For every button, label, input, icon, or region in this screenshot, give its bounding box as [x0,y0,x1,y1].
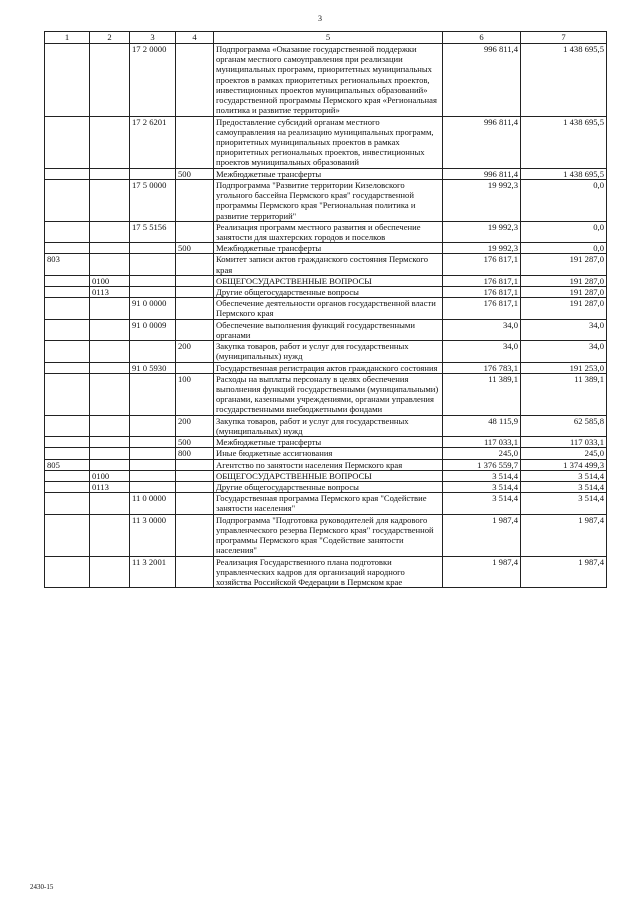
cell-value-year-2: 1 374 499,3 [521,459,607,470]
cell-description: Реализация Государственного плана подготовки управленческих кадров для организаций народного хозяйства Российской Федерации в Пермском крае [214,556,443,588]
cell-value-year-1: 48 115,9 [443,415,521,436]
cell-expense-type [176,493,214,514]
cell-expense-type [176,275,214,286]
cell-value-year-2: 191 287,0 [521,275,607,286]
cell-value-year-1: 19 992,3 [443,221,521,242]
cell-target [130,287,176,298]
cell-ministry [45,437,90,448]
cell-ministry [45,362,90,373]
table-row [45,514,607,556]
cell-ministry [45,44,90,117]
cell-target: 17 2 6201 [130,116,176,168]
cell-target [130,373,176,415]
cell-section [90,243,130,254]
budget-table [44,31,607,588]
cell-description: Другие общегосударственные вопросы [214,287,443,298]
cell-section [90,448,130,459]
cell-ministry [45,116,90,168]
table-row [45,481,607,492]
cell-value-year-1: 176 817,1 [443,298,521,319]
cell-expense-type [176,254,214,275]
cell-description: Государственная регистрация актов гражданского состояния [214,362,443,373]
cell-ministry [45,221,90,242]
cell-target [130,437,176,448]
page-number: 3 [318,14,322,23]
cell-ministry [45,514,90,556]
cell-target: 91 0 0000 [130,298,176,319]
cell-expense-type: 200 [176,415,214,436]
header-col-1: 1 [45,32,90,44]
cell-description: Обеспечение деятельности органов государственной власти Пермского края [214,298,443,319]
table-row [45,179,607,221]
cell-value-year-1: 19 992,3 [443,243,521,254]
cell-target: 17 2 0000 [130,44,176,117]
cell-value-year-2: 0,0 [521,221,607,242]
cell-expense-type: 100 [176,373,214,415]
cell-value-year-2: 11 389,1 [521,373,607,415]
cell-target [130,341,176,362]
cell-target [130,470,176,481]
cell-expense-type [176,459,214,470]
cell-target: 11 3 0000 [130,514,176,556]
cell-value-year-2: 1 987,4 [521,556,607,588]
cell-expense-type: 800 [176,448,214,459]
cell-target [130,481,176,492]
cell-ministry [45,275,90,286]
cell-description: Обеспечение выполнения функций государственными органами [214,319,443,340]
cell-description: Иные бюджетные ассигнования [214,448,443,459]
cell-value-year-1: 1 376 559,7 [443,459,521,470]
header-col-7: 7 [521,32,607,44]
cell-description: Подпрограмма "Развитие территории Кизеловского угольного бассейна Пермского края" государственной программы Пермского края "Региональная политика и развитие территорий" [214,179,443,221]
cell-description: Закупка товаров, работ и услуг для государственных (муниципальных) нужд [214,341,443,362]
table-row [45,275,607,286]
cell-value-year-1: 117 033,1 [443,437,521,448]
cell-section [90,556,130,588]
footer-code: 2430-15 [30,883,54,891]
cell-value-year-2: 191 287,0 [521,298,607,319]
cell-section: 0113 [90,287,130,298]
table-row [45,415,607,436]
cell-section [90,179,130,221]
cell-section [90,116,130,168]
table-row [45,493,607,514]
cell-section [90,493,130,514]
cell-value-year-1: 34,0 [443,319,521,340]
cell-expense-type [176,44,214,117]
cell-value-year-2: 34,0 [521,341,607,362]
cell-expense-type: 500 [176,243,214,254]
cell-section [90,373,130,415]
cell-value-year-2: 3 514,4 [521,470,607,481]
cell-expense-type [176,481,214,492]
cell-ministry [45,470,90,481]
cell-description: ОБЩЕГОСУДАРСТВЕННЫЕ ВОПРОСЫ [214,275,443,286]
cell-ministry [45,243,90,254]
cell-expense-type: 500 [176,437,214,448]
cell-section [90,254,130,275]
cell-description: Подпрограмма «Оказание государственной поддержки органам местного самоуправления при реализации муниципальных программ, приоритетных муниципальных проектов в рамках приоритетных региональных проектов, инвестиционных проектов муниципальных образований» государственной программы Пермского края «Региональная политика и развитие территорий» [214,44,443,117]
cell-value-year-2: 1 438 695,5 [521,44,607,117]
cell-value-year-1: 1 987,4 [443,514,521,556]
cell-section [90,514,130,556]
cell-value-year-1: 11 389,1 [443,373,521,415]
cell-value-year-1: 3 514,4 [443,493,521,514]
table-body [45,44,607,588]
cell-target [130,415,176,436]
cell-value-year-1: 19 992,3 [443,179,521,221]
cell-section [90,415,130,436]
cell-ministry [45,448,90,459]
header-row [45,32,607,44]
cell-ministry [45,168,90,179]
cell-section [90,319,130,340]
cell-value-year-2: 117 033,1 [521,437,607,448]
cell-value-year-1: 176 783,1 [443,362,521,373]
table-row [45,437,607,448]
cell-expense-type [176,179,214,221]
cell-ministry: 803 [45,254,90,275]
cell-expense-type [176,556,214,588]
table-row [45,221,607,242]
table-row [45,373,607,415]
table-row [45,341,607,362]
cell-value-year-2: 245,0 [521,448,607,459]
cell-description: Подпрограмма "Подготовка руководителей для кадрового управленческого резерва Пермского края" государственной программы Пермского края "Содействие занятости населения" [214,514,443,556]
cell-target: 11 0 0000 [130,493,176,514]
cell-expense-type [176,470,214,481]
cell-expense-type [176,287,214,298]
cell-description: Другие общегосударственные вопросы [214,481,443,492]
cell-value-year-1: 176 817,1 [443,287,521,298]
table-row [45,44,607,117]
cell-description: Комитет записи актов гражданского состояния Пермского края [214,254,443,275]
cell-ministry [45,287,90,298]
cell-section [90,298,130,319]
cell-ministry [45,341,90,362]
cell-section: 0113 [90,481,130,492]
cell-expense-type [176,298,214,319]
cell-section [90,437,130,448]
cell-section [90,221,130,242]
cell-target [130,168,176,179]
table-row [45,298,607,319]
cell-section [90,362,130,373]
cell-expense-type [176,319,214,340]
cell-value-year-2: 1 438 695,5 [521,168,607,179]
cell-section [90,168,130,179]
cell-expense-type [176,116,214,168]
cell-target [130,254,176,275]
table-row [45,287,607,298]
cell-description: Межбюджетные трансферты [214,243,443,254]
cell-target [130,275,176,286]
cell-expense-type [176,514,214,556]
table-row [45,254,607,275]
cell-value-year-2: 34,0 [521,319,607,340]
cell-target: 11 3 2001 [130,556,176,588]
cell-ministry [45,319,90,340]
cell-expense-type: 500 [176,168,214,179]
cell-value-year-1: 245,0 [443,448,521,459]
cell-value-year-1: 34,0 [443,341,521,362]
cell-description: Межбюджетные трансферты [214,437,443,448]
cell-description: ОБЩЕГОСУДАРСТВЕННЫЕ ВОПРОСЫ [214,470,443,481]
cell-value-year-2: 1 987,4 [521,514,607,556]
cell-ministry [45,179,90,221]
header-col-4: 4 [176,32,214,44]
cell-value-year-2: 191 287,0 [521,254,607,275]
cell-expense-type [176,221,214,242]
cell-ministry [45,481,90,492]
cell-target: 17 5 0000 [130,179,176,221]
header-col-6: 6 [443,32,521,44]
cell-value-year-2: 1 438 695,5 [521,116,607,168]
cell-description: Реализация программ местного развития и обеспечение занятости для шахтерских городов и поселков [214,221,443,242]
cell-ministry [45,373,90,415]
cell-section [90,459,130,470]
table-row [45,116,607,168]
cell-section [90,341,130,362]
cell-section: 0100 [90,470,130,481]
cell-ministry [45,556,90,588]
cell-ministry: 805 [45,459,90,470]
cell-description: Агентство по занятости населения Пермского края [214,459,443,470]
cell-section: 0100 [90,275,130,286]
cell-target [130,448,176,459]
cell-expense-type [176,362,214,373]
header-col-2: 2 [90,32,130,44]
cell-value-year-2: 191 287,0 [521,287,607,298]
cell-target: 91 0 5930 [130,362,176,373]
cell-expense-type: 200 [176,341,214,362]
header-col-5: 5 [214,32,443,44]
cell-value-year-1: 3 514,4 [443,470,521,481]
cell-value-year-1: 996 811,4 [443,44,521,117]
cell-description: Межбюджетные трансферты [214,168,443,179]
cell-value-year-2: 3 514,4 [521,481,607,492]
table-row [45,319,607,340]
cell-value-year-1: 1 987,4 [443,556,521,588]
cell-value-year-2: 0,0 [521,243,607,254]
table-row [45,556,607,588]
cell-target [130,243,176,254]
cell-section [90,44,130,117]
cell-target: 91 0 0009 [130,319,176,340]
table-row [45,459,607,470]
cell-value-year-2: 3 514,4 [521,493,607,514]
cell-value-year-1: 176 817,1 [443,275,521,286]
table-row [45,243,607,254]
cell-value-year-1: 3 514,4 [443,481,521,492]
cell-ministry [45,298,90,319]
cell-value-year-1: 996 811,4 [443,116,521,168]
cell-description: Закупка товаров, работ и услуг для государственных (муниципальных) нужд [214,415,443,436]
header-col-3: 3 [130,32,176,44]
cell-description: Расходы на выплаты персоналу в целях обеспечения выполнения функций государственными (муниципальными) органами, казенными учреждениями, органами управления государственными внебюджетными фондами [214,373,443,415]
cell-value-year-2: 0,0 [521,179,607,221]
table-row [45,470,607,481]
table-row [45,362,607,373]
cell-value-year-2: 62 585,8 [521,415,607,436]
cell-ministry [45,493,90,514]
cell-description: Предоставление субсидий органам местного самоуправления на реализацию муниципальных программ, приоритетных муниципальных проектов в рамках приоритетных региональных проектов, инвестиционных проектов муниципальных образований [214,116,443,168]
cell-target [130,459,176,470]
cell-target: 17 5 5156 [130,221,176,242]
table-row [45,168,607,179]
cell-value-year-1: 176 817,1 [443,254,521,275]
table-row [45,448,607,459]
cell-value-year-2: 191 253,0 [521,362,607,373]
cell-description: Государственная программа Пермского края "Содействие занятости населения" [214,493,443,514]
cell-ministry [45,415,90,436]
cell-value-year-1: 996 811,4 [443,168,521,179]
